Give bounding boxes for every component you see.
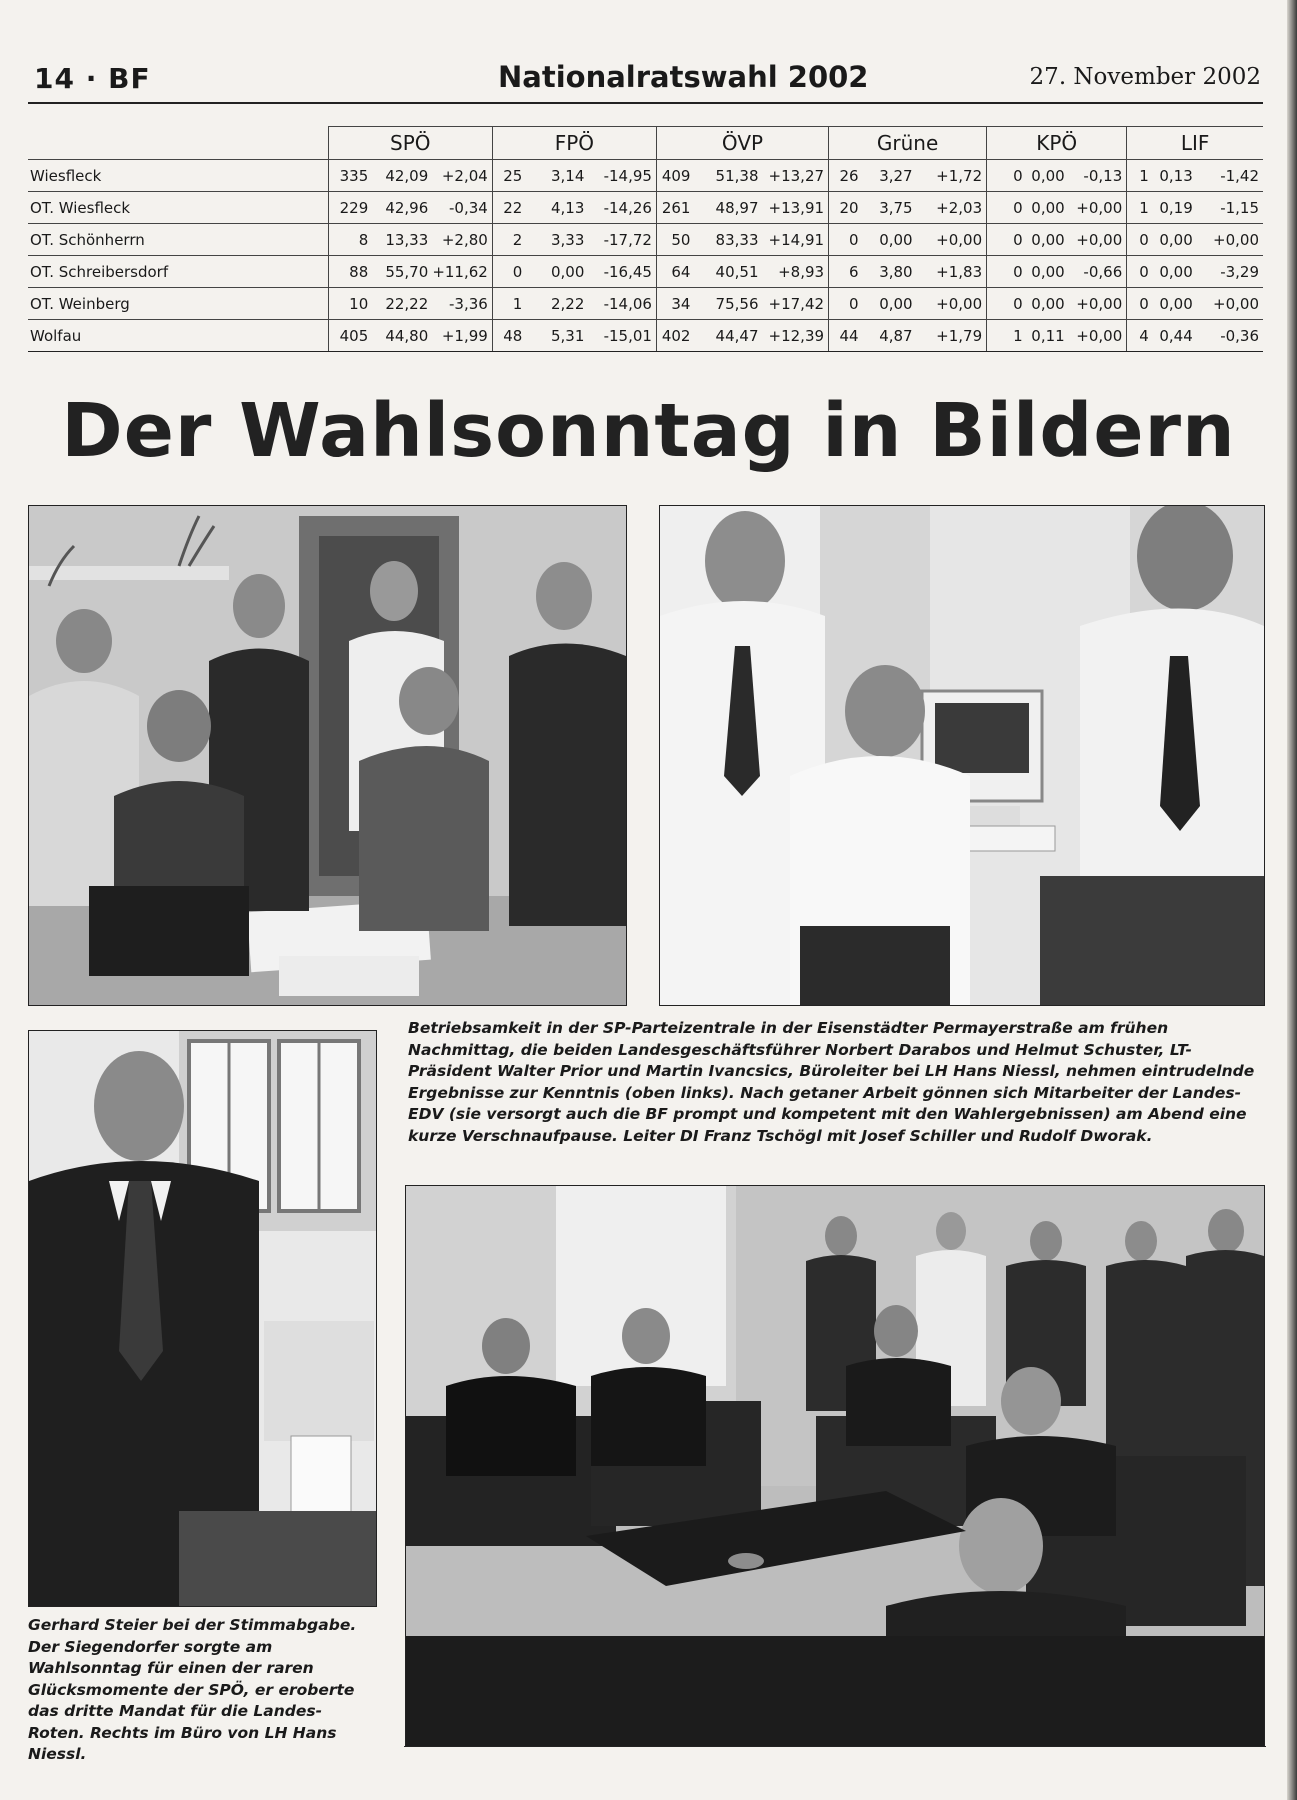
cell-votes: 0	[1127, 256, 1153, 288]
cell-votes: 0	[1127, 224, 1153, 256]
cell-votes: 0	[987, 224, 1027, 256]
cell-votes: 22	[492, 192, 526, 224]
cell-change: -0,34	[432, 192, 492, 224]
cell-percent: 40,51	[694, 256, 762, 288]
cell-change: -15,01	[588, 320, 656, 352]
cell-change: +1,79	[917, 320, 987, 352]
cell-change: +1,72	[917, 160, 987, 192]
cell-votes: 0	[1127, 288, 1153, 320]
cell-change: -16,45	[588, 256, 656, 288]
election-results-table	[28, 126, 1263, 352]
cell-percent: 0,00	[526, 256, 588, 288]
cell-percent: 0,00	[1027, 192, 1069, 224]
cell-percent: 3,75	[863, 192, 917, 224]
cell-votes: 48	[492, 320, 526, 352]
cell-change: +0,00	[1069, 192, 1127, 224]
cell-votes: 0	[829, 224, 863, 256]
cell-change: +2,04	[432, 160, 492, 192]
cell-change: +8,93	[763, 256, 829, 288]
cell-votes: 25	[492, 160, 526, 192]
table-row	[28, 320, 1263, 352]
cell-votes: 88	[328, 256, 372, 288]
municipality-name: OT. Wiesfleck	[28, 192, 328, 224]
photo-caption-main: Betriebsamkeit in der SP-Parteizentrale in der Eisenstädter Permayerstraße am frühen Nachmittag, die beiden Landesgeschäftsführer Norbert Darabos und Helmut Schuster, LT-Präsident Walter Prior und Martin Ivancsics, Büroleiter bei LH Hans Niessl, nehmen eintrudelnde Ergebnisse zur Kenntnis (oben links). Nach getaner Arbeit gönnen sich Mitarbeiter der Landes-EDV (sie versorgt auch die BF prompt und kompetent mit den Wahlergebnissen) am Abend eine kurze Verschnaufpause. Leiter DI Franz Tschögl mit Josef Schiller und Rudolf Dworak.	[408, 1019, 1255, 1145]
cell-percent: 42,96	[372, 192, 432, 224]
cell-votes: 0	[492, 256, 526, 288]
cell-change: +1,99	[432, 320, 492, 352]
cell-change: -17,72	[588, 224, 656, 256]
municipality-name: Wolfau	[28, 320, 328, 352]
page-headline: Der Wahlsonntag in Bildern	[61, 388, 1236, 474]
party-header: FPÖ	[492, 127, 656, 160]
photo-party-headquarters	[28, 505, 627, 1006]
municipality-name: OT. Weinberg	[28, 288, 328, 320]
scan-edge	[1287, 0, 1297, 1800]
cell-votes: 0	[987, 192, 1027, 224]
cell-votes: 405	[328, 320, 372, 352]
table-row	[28, 288, 1263, 320]
cell-percent: 0,44	[1153, 320, 1197, 352]
bottom-rule	[404, 1746, 1266, 1747]
table-row	[28, 160, 1263, 192]
cell-percent: 0,11	[1027, 320, 1069, 352]
cell-change: +12,39	[763, 320, 829, 352]
cell-votes: 335	[328, 160, 372, 192]
cell-change: +0,00	[1069, 288, 1127, 320]
cell-change: +0,00	[917, 288, 987, 320]
cell-votes: 1	[492, 288, 526, 320]
cell-votes: 261	[656, 192, 694, 224]
cell-votes: 34	[656, 288, 694, 320]
cell-percent: 5,31	[526, 320, 588, 352]
cell-percent: 0,13	[1153, 160, 1197, 192]
cell-percent: 0,00	[1153, 256, 1197, 288]
cell-percent: 0,00	[1027, 288, 1069, 320]
cell-votes: 0	[987, 160, 1027, 192]
cell-change: -1,15	[1197, 192, 1263, 224]
party-header: KPÖ	[987, 127, 1127, 160]
cell-percent: 55,70	[372, 256, 432, 288]
party-header: SPÖ	[328, 127, 492, 160]
municipality-name: Wiesfleck	[28, 160, 328, 192]
table-row	[28, 256, 1263, 288]
cell-votes: 20	[829, 192, 863, 224]
cell-percent: 83,33	[694, 224, 762, 256]
cell-change: +13,27	[763, 160, 829, 192]
party-header-row	[28, 127, 1263, 160]
page-header	[28, 58, 1263, 104]
cell-percent: 0,00	[1027, 160, 1069, 192]
cell-votes: 409	[656, 160, 694, 192]
cell-votes: 4	[1127, 320, 1153, 352]
cell-change: +1,83	[917, 256, 987, 288]
cell-change: +0,00	[1069, 224, 1127, 256]
cell-percent: 75,56	[694, 288, 762, 320]
cell-percent: 0,00	[1153, 224, 1197, 256]
cell-votes: 64	[656, 256, 694, 288]
cell-change: -14,95	[588, 160, 656, 192]
cell-percent: 3,33	[526, 224, 588, 256]
cell-change: +11,62	[432, 256, 492, 288]
cell-votes: 44	[829, 320, 863, 352]
cell-votes: 1	[1127, 192, 1153, 224]
party-header: Grüne	[829, 127, 987, 160]
photo-caption-steier: Gerhard Steier bei der Stimmabgabe. Der Siegendorfer sorgte am Wahlsonntag für einen der raren Glücksmomente der SPÖ, er eroberte das dritte Mandat für die Landes-Roten. Rechts im Büro von LH Hans Niessl.	[28, 1616, 357, 1763]
cell-votes: 2	[492, 224, 526, 256]
cell-change: -0,36	[1197, 320, 1263, 352]
cell-votes: 1	[1127, 160, 1153, 192]
cell-votes: 50	[656, 224, 694, 256]
issue-date: 27. November 2002	[1029, 64, 1261, 90]
cell-percent: 0,19	[1153, 192, 1197, 224]
party-header: ÖVP	[656, 127, 828, 160]
cell-percent: 42,09	[372, 160, 432, 192]
cell-change: -14,26	[588, 192, 656, 224]
cell-change: -1,42	[1197, 160, 1263, 192]
photo-it-department	[659, 505, 1265, 1006]
cell-percent: 44,80	[372, 320, 432, 352]
cell-change: +17,42	[763, 288, 829, 320]
cell-percent: 0,00	[863, 288, 917, 320]
cell-change: -14,06	[588, 288, 656, 320]
cell-change: +0,00	[1197, 288, 1263, 320]
cell-percent: 3,14	[526, 160, 588, 192]
cell-change: +13,91	[763, 192, 829, 224]
cell-percent: 2,22	[526, 288, 588, 320]
cell-votes: 10	[328, 288, 372, 320]
cell-percent: 44,47	[694, 320, 762, 352]
cell-percent: 4,87	[863, 320, 917, 352]
section-title: Nationalratswahl 2002	[498, 60, 869, 94]
cell-change: -0,66	[1069, 256, 1127, 288]
cell-change: -3,29	[1197, 256, 1263, 288]
cell-percent: 0,00	[1027, 224, 1069, 256]
municipality-name: OT. Schreibersdorf	[28, 256, 328, 288]
cell-percent: 4,13	[526, 192, 588, 224]
cell-votes: 1	[987, 320, 1027, 352]
cell-votes: 0	[987, 288, 1027, 320]
table-corner	[28, 127, 328, 160]
cell-votes: 6	[829, 256, 863, 288]
cell-change: +0,00	[917, 224, 987, 256]
cell-change: -0,13	[1069, 160, 1127, 192]
cell-percent: 3,80	[863, 256, 917, 288]
municipality-name: OT. Schönherrn	[28, 224, 328, 256]
cell-change: +0,00	[1197, 224, 1263, 256]
cell-votes: 8	[328, 224, 372, 256]
cell-percent: 13,33	[372, 224, 432, 256]
cell-votes: 229	[328, 192, 372, 224]
cell-change: +2,03	[917, 192, 987, 224]
table-row	[28, 224, 1263, 256]
cell-votes: 402	[656, 320, 694, 352]
cell-percent: 0,00	[863, 224, 917, 256]
cell-votes: 0	[829, 288, 863, 320]
cell-percent: 0,00	[1153, 288, 1197, 320]
cell-percent: 22,22	[372, 288, 432, 320]
cell-percent: 0,00	[1027, 256, 1069, 288]
cell-votes: 26	[829, 160, 863, 192]
cell-votes: 0	[987, 256, 1027, 288]
cell-change: +14,91	[763, 224, 829, 256]
cell-change: +0,00	[1069, 320, 1127, 352]
cell-percent: 48,97	[694, 192, 762, 224]
photo-evening-lounge	[405, 1185, 1265, 1747]
cell-percent: 3,27	[863, 160, 917, 192]
page-label: 14 · BF	[34, 62, 151, 95]
photo-gerhard-steier-voting	[28, 1030, 377, 1607]
cell-change: +2,80	[432, 224, 492, 256]
cell-change: -3,36	[432, 288, 492, 320]
table-row	[28, 192, 1263, 224]
party-header: LIF	[1127, 127, 1263, 160]
cell-percent: 51,38	[694, 160, 762, 192]
